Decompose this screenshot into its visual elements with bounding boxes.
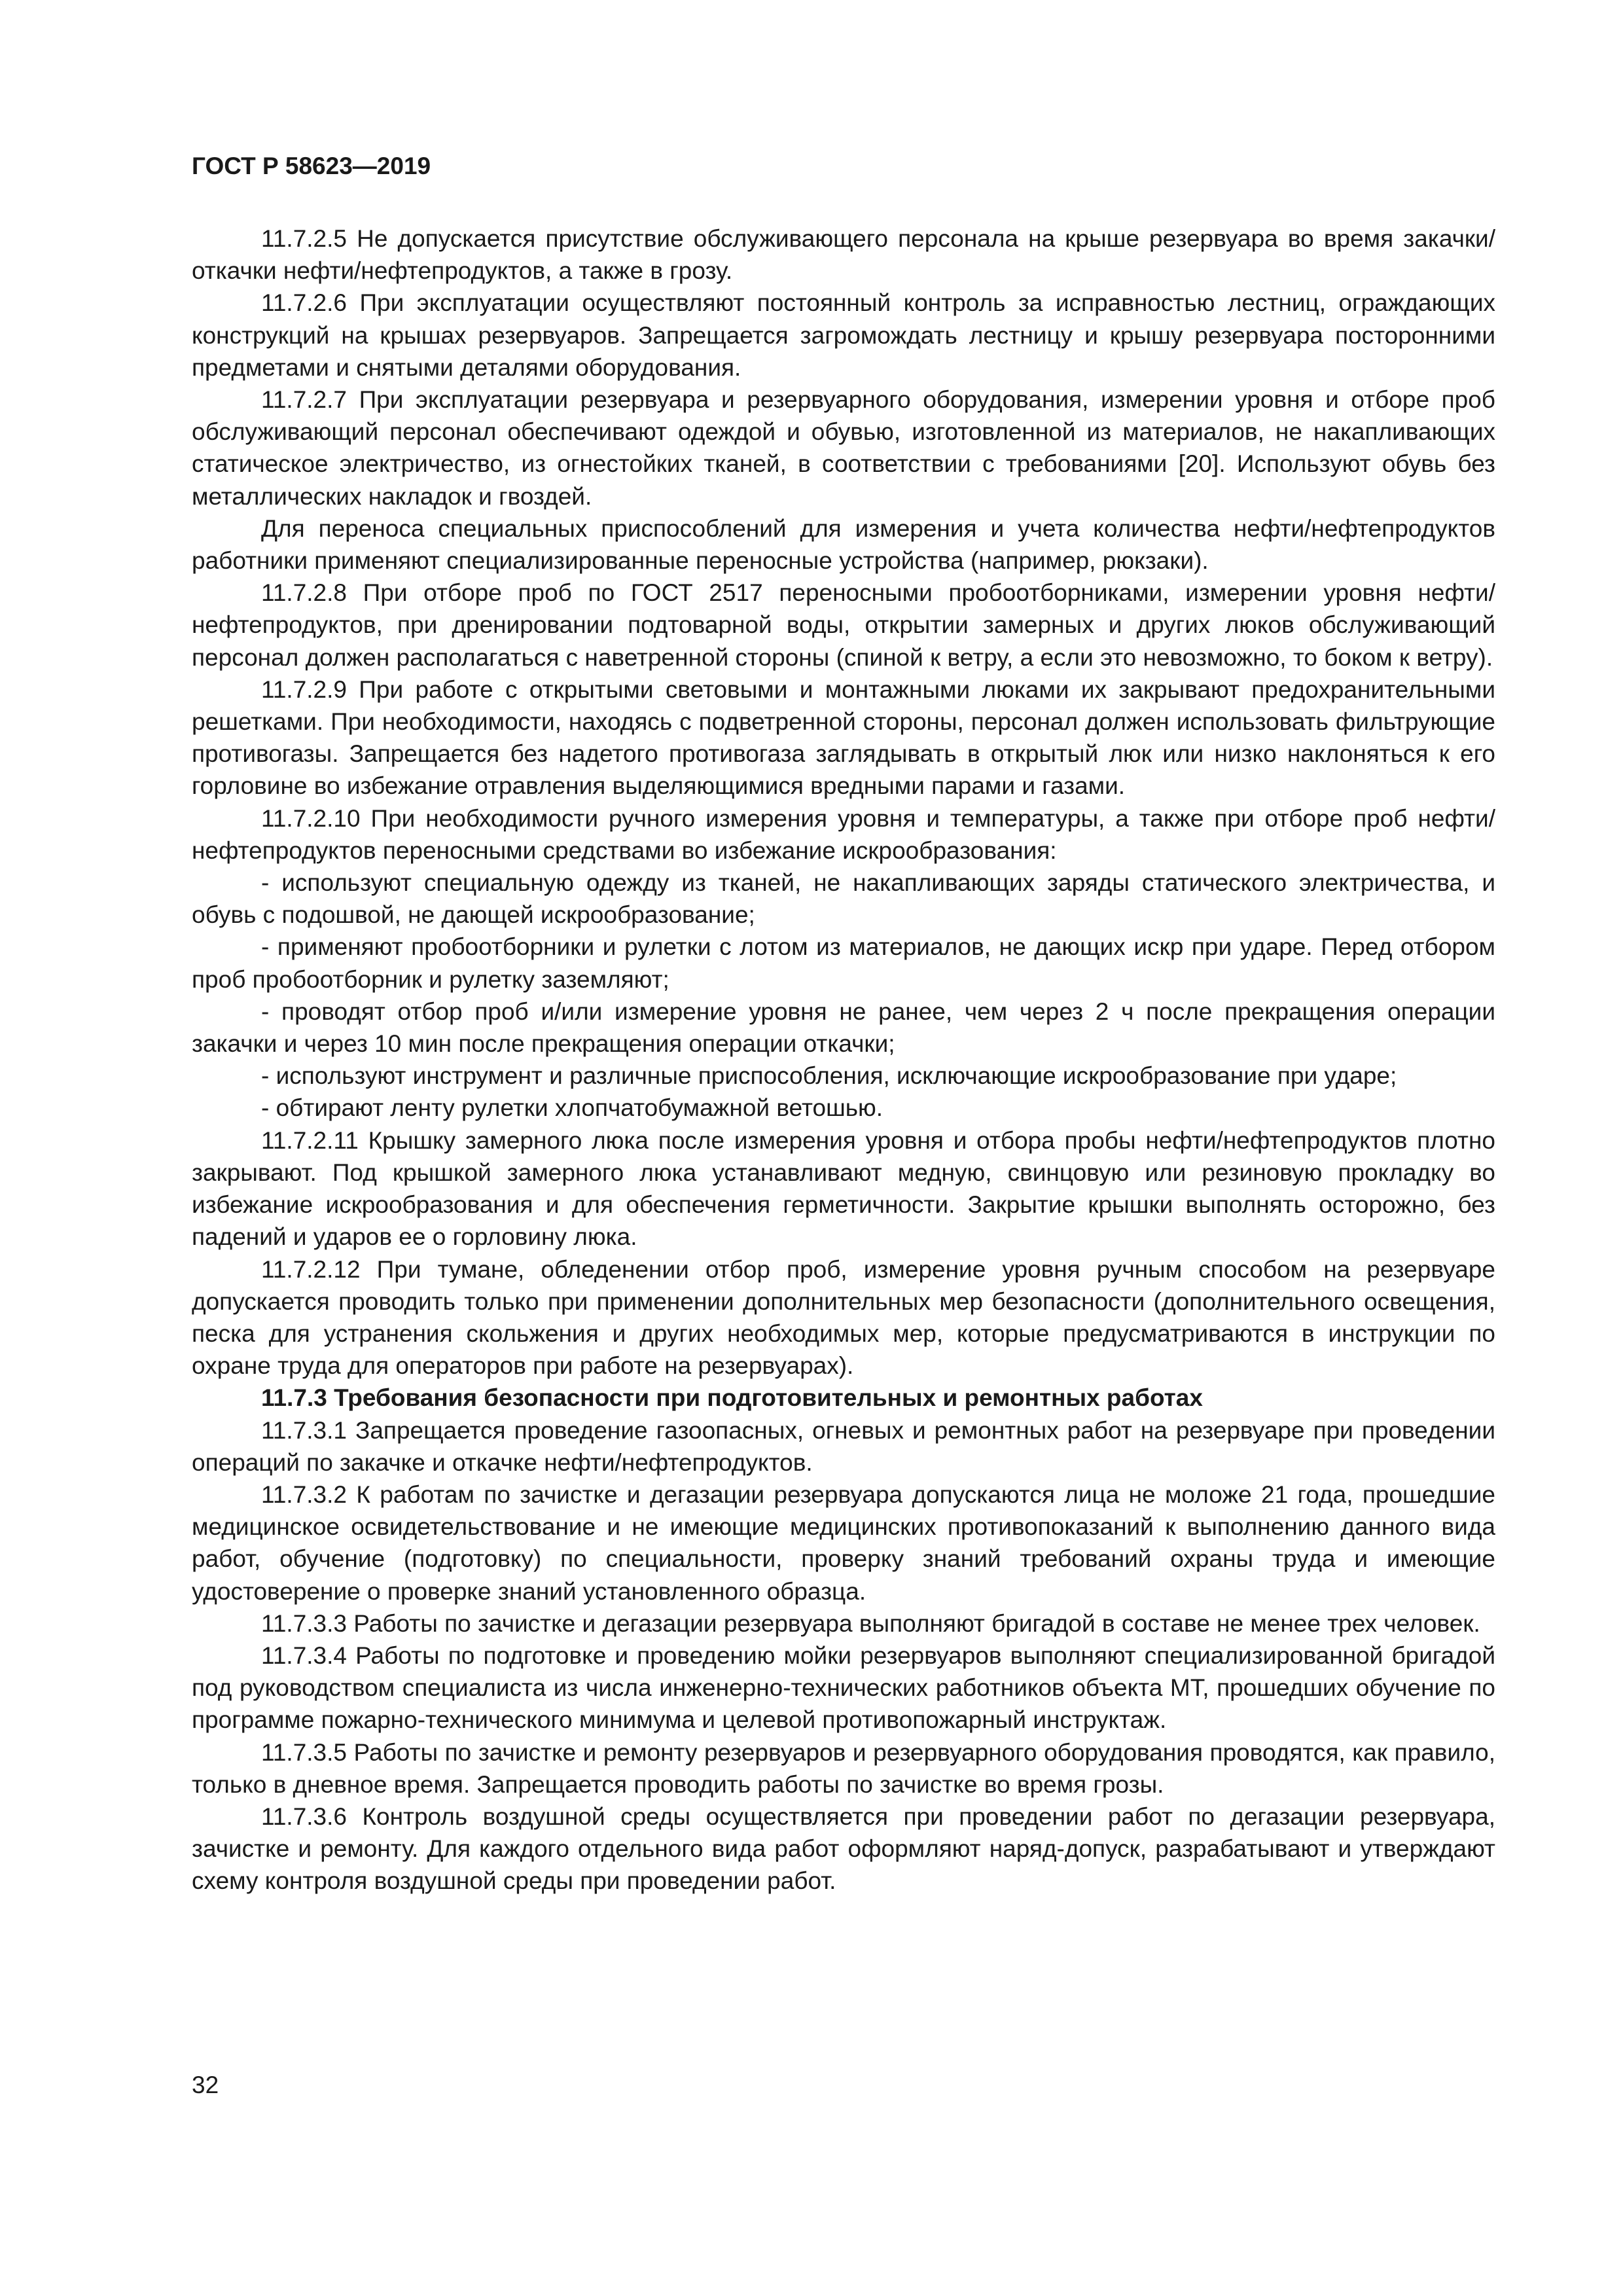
section-heading: 11.7.3 Требования безопасности при подготовительных и ремонтных работах — [261, 1384, 1203, 1412]
paragraph: 11.7.3.3 Работы по зачистке и дегазации резервуара выполняют бригадой в составе не менее трех человек. — [261, 1609, 1480, 1637]
paragraph: - обтирают ленту рулетки хлопчатобумажной ветошью. — [261, 1094, 883, 1122]
paragraph: - используют специальную одежду из тканей, не накапливающих заряды статического электричества, и обувь с подошвой, не дающей искрообразование; — [192, 869, 1495, 929]
paragraph: 11.7.2.5 Не допускается присутствие обслуживающего персонала на крыше резервуара во время закачки/откачки нефти/нефтепродуктов, а также в грозу. — [192, 225, 1495, 285]
paragraph: 11.7.3.4 Работы по подготовке и проведению мойки резервуаров выполняют специализированной бригадой под руководством специалиста из числа инженерно-технических работников объекта МТ, прошедших обучение по программе пожарно-технического минимума и целевой противопожарный инструктаж. — [192, 1641, 1495, 1734]
paragraph: Для переноса специальных приспособлений для измерения и учета количества нефти/нефтепродуктов работники применяют специализированные переносные устройства (например, рюкзаки). — [192, 514, 1495, 575]
paragraph: - используют инструмент и различные приспособления, исключающие искрообразование при ударе; — [261, 1062, 1397, 1090]
paragraph: 11.7.3.1 Запрещается проведение газоопасных, огневых и ремонтных работ на резервуаре при проведении операций по закачке и откачке нефти/нефтепродуктов. — [192, 1416, 1495, 1476]
paragraph: 11.7.2.9 При работе с открытыми световыми и монтажными люками их закрывают предохранительными решетками. При необходимости, находясь с подветренной стороны, персонал должен использовать фильтрующие противогазы. Запрещается без надетого противогаза заглядывать в открытый люк или низко наклоняться к его горловине во избежание отравления выделяющимися вредными парами и газами. — [192, 675, 1495, 800]
paragraph: 11.7.2.8 При отборе проб по ГОСТ 2517 переносными пробоотборниками, измерении уровня нефти/нефтепродуктов, при дренировании подтоварной воды, открытии замерных и других люков обслуживающий персонал должен располагаться с наветренной стороны (спиной к ветру, а если это невозможно, то боком к ветру). — [192, 579, 1495, 671]
paragraph: - проводят отбор проб и/или измерение уровня не ранее, чем через 2 ч после прекращения операции закачки и через 10 мин после прекращения операции откачки; — [192, 997, 1495, 1058]
paragraph: 11.7.3.6 Контроль воздушной среды осуществляется при проведении работ по дегазации резервуара, зачистке и ремонту. Для каждого отдельного вида работ оформляют наряд-допуск, разрабатывают и утверждают схему контроля воздушной среды при проведении работ. — [192, 1803, 1495, 1895]
paragraph: 11.7.3.5 Работы по зачистке и ремонту резервуаров и резервуарного оборудования проводятся, как правило, только в дневное время. Запрещается проводить работы по зачистке во время грозы. — [192, 1738, 1495, 1798]
paragraph: 11.7.2.6 При эксплуатации осуществляют постоянный контроль за исправностью лестниц, ограждающих конструкций на крышах резервуаров. Запрещается загромождать лестницу и крышу резервуара посторонними предметами и снятыми деталями оборудования. — [192, 289, 1495, 381]
paragraph: 11.7.2.10 При необходимости ручного измерения уровня и температуры, а также при отборе проб нефти/нефтепродуктов переносными средствами во избежание искрообразования: — [192, 804, 1495, 864]
page-number: 32 — [192, 2072, 219, 2098]
document-header: ГОСТ Р 58623—2019 — [192, 152, 431, 179]
paragraph: 11.7.2.11 Крышку замерного люка после измерения уровня и отбора пробы нефти/нефтепродуктов плотно закрывают. Под крышкой замерного люка устанавливают медную, свинцовую или резиновую прокладку во избежание искрообразования и для обеспечения герметичности. Закрытие крышки выполнять осторожно, без падений и ударов ее о горловину люка. — [192, 1126, 1495, 1251]
paragraph: 11.7.2.7 При эксплуатации резервуара и резервуарного оборудования, измерении уровня и отборе проб обслуживающий персонал обеспечивают одеждой и обувью, изготовленной из материалов, не накапливающих статическое электричество, из огнестойких тканей, в соответствии с требованиями [20]. Используют обувь без металлических накладок и гвоздей. — [192, 386, 1495, 510]
paragraph: - применяют пробоотборники и рулетки с лотом из материалов, не дающих искр при ударе. Перед отбором проб пробоотборник и рулетку заземляют; — [192, 933, 1495, 993]
paragraph: 11.7.3.2 К работам по зачистке и дегазации резервуара допускаются лица не моложе 21 года, прошедшие медицинское освидетельствование и не имеющие медицинских противопоказаний к выполнению данного вида работ, обучение (подготовку) по специальности, проверку знаний требований охраны труда и имеющие удостоверение о проверке знаний установленного образца. — [192, 1480, 1495, 1605]
document-body — [192, 223, 1495, 1897]
paragraph: 11.7.2.12 При тумане, обледенении отбор проб, измерение уровня ручным способом на резервуаре допускается проводить только при применении дополнительных мер безопасности (дополнительного освещения, песка для устранения скольжения и других необходимых мер, которые предусматриваются в инструкции по охране труда для операторов при работе на резервуарах). — [192, 1255, 1495, 1380]
